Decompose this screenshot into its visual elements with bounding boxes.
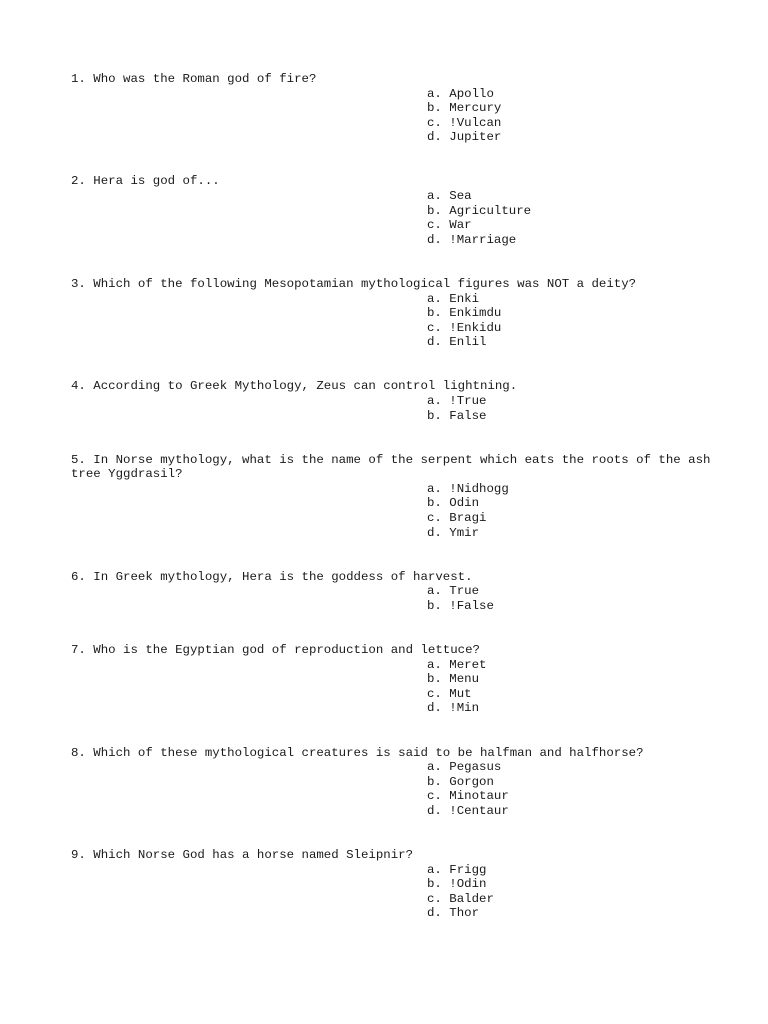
answer-option: a. Sea	[427, 189, 472, 204]
quiz-document	[71, 72, 711, 921]
answer-option: b. Mercury	[427, 101, 502, 116]
answer-option: a. Apollo	[427, 86, 494, 101]
question-7	[71, 643, 711, 716]
answer-option: c. !Vulcan	[427, 115, 502, 130]
answer-option: c. War	[427, 218, 472, 233]
answer-option: a. True	[427, 584, 480, 599]
answer-option: d. !Marriage	[427, 232, 517, 247]
spacer	[71, 716, 711, 746]
question-text: 2. Hera is god of...	[71, 174, 220, 189]
answer-option: b. !Odin	[427, 877, 487, 892]
answer-option: a. Pegasus	[427, 760, 502, 775]
question-text: 7. Who is the Egyptian god of reproduction and lettuce?	[71, 643, 480, 658]
answer-options	[427, 394, 711, 423]
answer-option: d. Enlil	[427, 335, 487, 350]
answer-option: c. Balder	[427, 891, 494, 906]
answer-option: d. !Min	[427, 701, 480, 716]
question-text: 8. Which of these mythological creatures is said to be halfman and halfhorse?	[71, 745, 644, 760]
question-2	[71, 174, 711, 247]
answer-option: d. Ymir	[427, 525, 480, 540]
answer-option: b. Menu	[427, 672, 480, 687]
question-text: 5. In Norse mythology, what is the name of the serpent which eats the roots of the ash tree Yggdrasil?	[71, 452, 711, 482]
question-text: 6. In Greek mythology, Hera is the goddess of harvest.	[71, 569, 473, 584]
answer-options	[427, 292, 711, 350]
spacer	[71, 145, 711, 175]
answer-options	[427, 482, 711, 540]
answer-option: c. Minotaur	[427, 789, 509, 804]
answer-options	[427, 87, 711, 145]
answer-options	[427, 760, 711, 818]
question-6	[71, 570, 711, 614]
answer-options	[427, 584, 711, 613]
spacer	[71, 350, 711, 380]
answer-option: c. !Enkidu	[427, 320, 502, 335]
answer-option: a. Frigg	[427, 862, 487, 877]
question-1	[71, 72, 711, 145]
answer-options	[427, 863, 711, 921]
answer-option: b. !False	[427, 598, 494, 613]
question-8	[71, 746, 711, 819]
answer-option: b. Agriculture	[427, 203, 532, 218]
spacer	[71, 540, 711, 570]
answer-option: d. Thor	[427, 906, 480, 921]
answer-option: a. !Nidhogg	[427, 481, 509, 496]
question-text: 1. Who was the Roman god of fire?	[71, 72, 317, 86]
answer-option: a. Meret	[427, 657, 487, 672]
answer-option: a. Enki	[427, 291, 480, 306]
answer-options	[427, 658, 711, 716]
answer-option: d. Jupiter	[427, 130, 502, 145]
question-text: 9. Which Norse God has a horse named Sleipnir?	[71, 847, 414, 862]
spacer	[71, 423, 711, 453]
answer-options	[427, 189, 711, 247]
answer-option: c. Bragi	[427, 511, 487, 526]
answer-option: b. Odin	[427, 496, 480, 511]
spacer	[71, 247, 711, 277]
answer-option: b. Gorgon	[427, 774, 494, 789]
question-4	[71, 379, 711, 423]
question-text: 4. According to Greek Mythology, Zeus can control lightning.	[71, 379, 518, 394]
answer-option: b. Enkimdu	[427, 306, 502, 321]
answer-option: b. False	[427, 408, 487, 423]
answer-option: c. Mut	[427, 686, 472, 701]
question-5	[71, 453, 711, 541]
question-9	[71, 848, 711, 921]
answer-option: d. !Centaur	[427, 803, 509, 818]
question-text: 3. Which of the following Mesopotamian mythological figures was NOT a deity?	[71, 276, 637, 291]
question-3	[71, 277, 711, 350]
answer-option: a. !True	[427, 394, 487, 408]
spacer	[71, 614, 711, 644]
spacer	[71, 818, 711, 848]
